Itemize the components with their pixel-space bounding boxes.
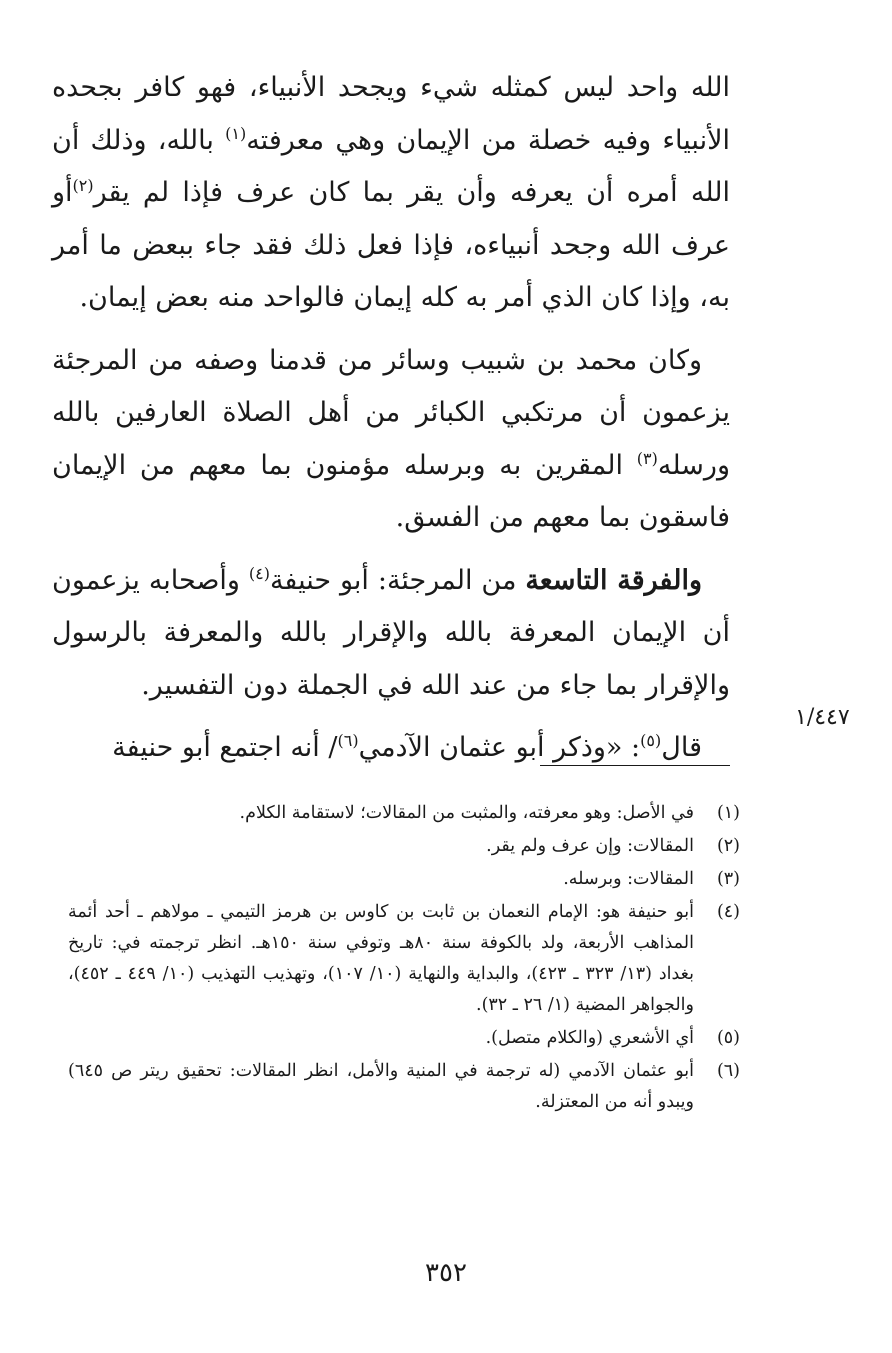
paragraph-3-text-b: وأصحابه يزعمون أن الإيمان المعرفة بالله والإقرار بالله والمعرفة بالرسول والإقرار بما جاء من عند الله في الجملة دون التفسير. xyxy=(52,564,730,701)
footnote-number: (٤) xyxy=(716,902,740,922)
footnote-separator xyxy=(540,765,730,766)
footnote-ref-5: (٥) xyxy=(640,731,662,750)
footnote-text: المقالات: وإن عرف ولم يقر. xyxy=(486,836,694,856)
paragraph-4 xyxy=(52,722,730,775)
footnote-item xyxy=(68,831,740,862)
footnotes xyxy=(68,798,740,1120)
paragraph-1-text-a: الله واحد ليس كمثله شيء ويجحد الأنبياء، فهو كافر بجحده الأنبياء وفيه خصلة من الإيمان وهي معرفته xyxy=(52,72,730,156)
footnote-ref-1: (١) xyxy=(225,123,247,143)
footnote-item xyxy=(68,1056,740,1118)
footnote-number: (٥) xyxy=(716,1028,740,1048)
footnote-text: أي الأشعري (والكلام متصل). xyxy=(485,1028,694,1048)
paragraph-3 xyxy=(52,555,730,713)
footnote-text: أبو حنيفة هو: الإمام النعمان بن ثابت بن كاوس بن هرمز التيمي ـ مولاهم ـ أحد أئمة المذاهب الأربعة، ولد بالكوفة سنة ٨٠هـ وتوفي سنة ١٥٠هـ. انظر ترجمته في: تاريخ بغداد (١٣/ ٣٢٣ ـ ٤٢٣)، والبداية والنهاية (١٠/ ١٠٧)، وتهذيب التهذيب (١٠/ ٤٤٩ ـ ٤٥٢)، والجواهر المضية (١/ ٢٦ ـ ٣٢). xyxy=(68,902,694,1015)
paragraph-1 xyxy=(52,62,730,325)
footnote-item xyxy=(68,798,740,829)
paragraph-2 xyxy=(52,335,730,545)
paragraph-3-text-a: من المرجئة: أبو حنيفة xyxy=(269,564,526,596)
paragraph-2-text-a: وكان محمد بن شبيب وسائر من قدمنا وصفه من المرجئة يزعمون أن مرتكبي الكبائر من أهل الصلاة العارفين بالله ورسله xyxy=(52,344,730,481)
footnote-ref-4: (٤) xyxy=(248,563,270,583)
footnote-ref-3: (٣) xyxy=(636,448,658,468)
paragraph-4-text-b: : «وذكر أبو عثمان الآدمي xyxy=(358,732,641,763)
footnote-ref-2: (٢) xyxy=(72,176,94,195)
margin-page-reference: ١/٤٤٧ xyxy=(795,705,850,730)
footnote-item xyxy=(68,864,740,895)
footnote-text: المقالات: وبرسله. xyxy=(563,869,694,889)
main-text xyxy=(52,62,730,785)
footnote-text: أبو عثمان الآدمي (له ترجمة في المنية والأمل، انظر المقالات: تحقيق ريتر ص ٦٤٥) ويبدو أنه من المعتزلة. xyxy=(68,1061,694,1112)
paragraph-4-text-a: قال xyxy=(661,732,702,763)
footnote-item xyxy=(68,897,740,1021)
paragraph-2-text-b: المقرين به وبرسله مؤمنون بما معهم من الإيمان فاسقون بما معهم من الفسق. xyxy=(52,449,730,533)
section-heading-inline: والفرقة التاسعة xyxy=(525,564,702,596)
footnote-text: في الأصل: وهو معرفته، والمثبت من المقالات؛ لاستقامة الكلام. xyxy=(239,803,694,823)
page-number: ٣٥٢ xyxy=(425,1258,467,1288)
paragraph-1-text-b: بالله، وذلك أن الله أمره أن يعرفه وأن يقر بما كان عرف فإذا لم يقر xyxy=(52,124,730,208)
footnote-number: (٦) xyxy=(716,1061,740,1081)
footnote-ref-6: (٦) xyxy=(337,731,359,750)
footnote-number: (٣) xyxy=(716,869,740,889)
footnote-number: (٢) xyxy=(716,836,740,856)
paragraph-4-text-c: / أنه اجتمع أبو حنيفة xyxy=(112,732,338,763)
paragraph-1-text-c: أو عرف الله وجحد أنبياءه، فإذا فعل ذلك فقد جاء ببعض ما أمر به، وإذا كان الذي أمر به كله إيمان فالواحد منه بعض إيمان. xyxy=(52,177,730,313)
footnote-item xyxy=(68,1023,740,1054)
footnote-number: (١) xyxy=(716,803,740,823)
